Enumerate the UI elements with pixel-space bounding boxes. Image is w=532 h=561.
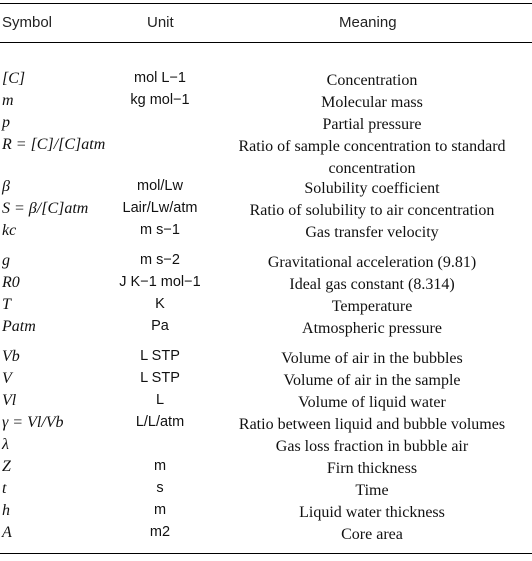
symbol-cell: [C] — [2, 70, 26, 87]
header-symbol: Symbol — [2, 14, 53, 31]
symbol-cell: R = [C]/[C]atm — [2, 136, 106, 153]
meaning-cell: Volume of air in the bubbles — [281, 350, 463, 367]
symbol-cell: Vl — [2, 392, 17, 409]
bottom-rule — [0, 553, 532, 554]
meaning-cell: Ideal gas constant (8.314) — [289, 276, 455, 293]
unit-cell: L/L/atm — [135, 414, 185, 430]
unit-cell: kg mol−1 — [130, 92, 190, 108]
symbol-cell: h — [2, 502, 10, 519]
meaning-cell: Temperature — [331, 298, 413, 315]
symbol-cell: S = β/[C]atm — [2, 200, 89, 217]
unit-cell: m2 — [149, 524, 171, 540]
unit-cell: mol L−1 — [134, 70, 186, 86]
symbol-cell: λ — [2, 436, 9, 453]
symbol-cell: T — [2, 296, 11, 313]
symbol-cell: Z — [2, 458, 11, 475]
symbol-cell: g — [2, 252, 10, 269]
meaning-cell: Volume of air in the sample — [283, 372, 461, 389]
meaning-cell: Gravitational acceleration (9.81) — [267, 254, 477, 271]
unit-cell: m — [153, 502, 167, 518]
unit-cell: m s−1 — [140, 222, 180, 238]
symbol-cell: A — [2, 524, 12, 541]
meaning-cell: Volume of liquid water — [298, 394, 446, 411]
meaning-cell: Concentration — [326, 72, 418, 89]
meaning-cell: Atmospheric pressure — [302, 320, 442, 337]
meaning-cell: Core area — [341, 526, 403, 543]
meaning-cell: Ratio of solubility to air concentration — [249, 202, 495, 219]
unit-cell: Pa — [151, 318, 169, 334]
unit-cell: s — [156, 480, 164, 496]
symbol-cell: γ = Vl/Vb — [2, 414, 64, 431]
header-rule — [0, 42, 532, 43]
unit-cell: Lair/Lw/atm — [122, 200, 198, 216]
meaning-cell: Gas transfer velocity — [305, 224, 439, 241]
top-rule — [0, 3, 532, 4]
symbol-cell: Vb — [2, 348, 20, 365]
meaning-cell: Time — [355, 482, 389, 499]
meaning-cell: Molecular mass — [321, 94, 423, 111]
unit-cell: K — [155, 296, 165, 312]
meaning-cell: Partial pressure — [322, 116, 422, 133]
unit-cell: L STP — [140, 348, 180, 364]
meaning-cell: Ratio of sample concentration to standard concentration — [238, 138, 506, 177]
symbol-cell: V — [2, 370, 12, 387]
symbol-cell: β — [2, 178, 10, 195]
symbol-cell: t — [2, 480, 7, 497]
header-unit: Unit — [147, 14, 174, 31]
unit-cell: L — [155, 392, 165, 408]
unit-cell: mol/Lw — [137, 178, 183, 194]
symbol-cell: m — [2, 92, 14, 109]
symbol-cell: Patm — [2, 318, 36, 335]
header-meaning: Meaning — [339, 14, 397, 31]
unit-cell: L STP — [140, 370, 180, 386]
meaning-cell: Ratio between liquid and bubble volumes — [238, 416, 506, 433]
meaning-cell: Gas loss fraction in bubble air — [275, 438, 469, 455]
unit-cell: m s−2 — [140, 252, 180, 268]
symbol-cell: R0 — [2, 274, 20, 291]
symbol-cell: p — [2, 114, 10, 131]
meaning-cell: Solubility coefficient — [304, 180, 440, 197]
unit-cell: J K−1 mol−1 — [119, 274, 201, 290]
unit-cell: m — [153, 458, 167, 474]
symbol-cell: kc — [2, 222, 17, 239]
meaning-cell: Liquid water thickness — [299, 504, 445, 521]
meaning-cell: Firn thickness — [326, 460, 418, 477]
